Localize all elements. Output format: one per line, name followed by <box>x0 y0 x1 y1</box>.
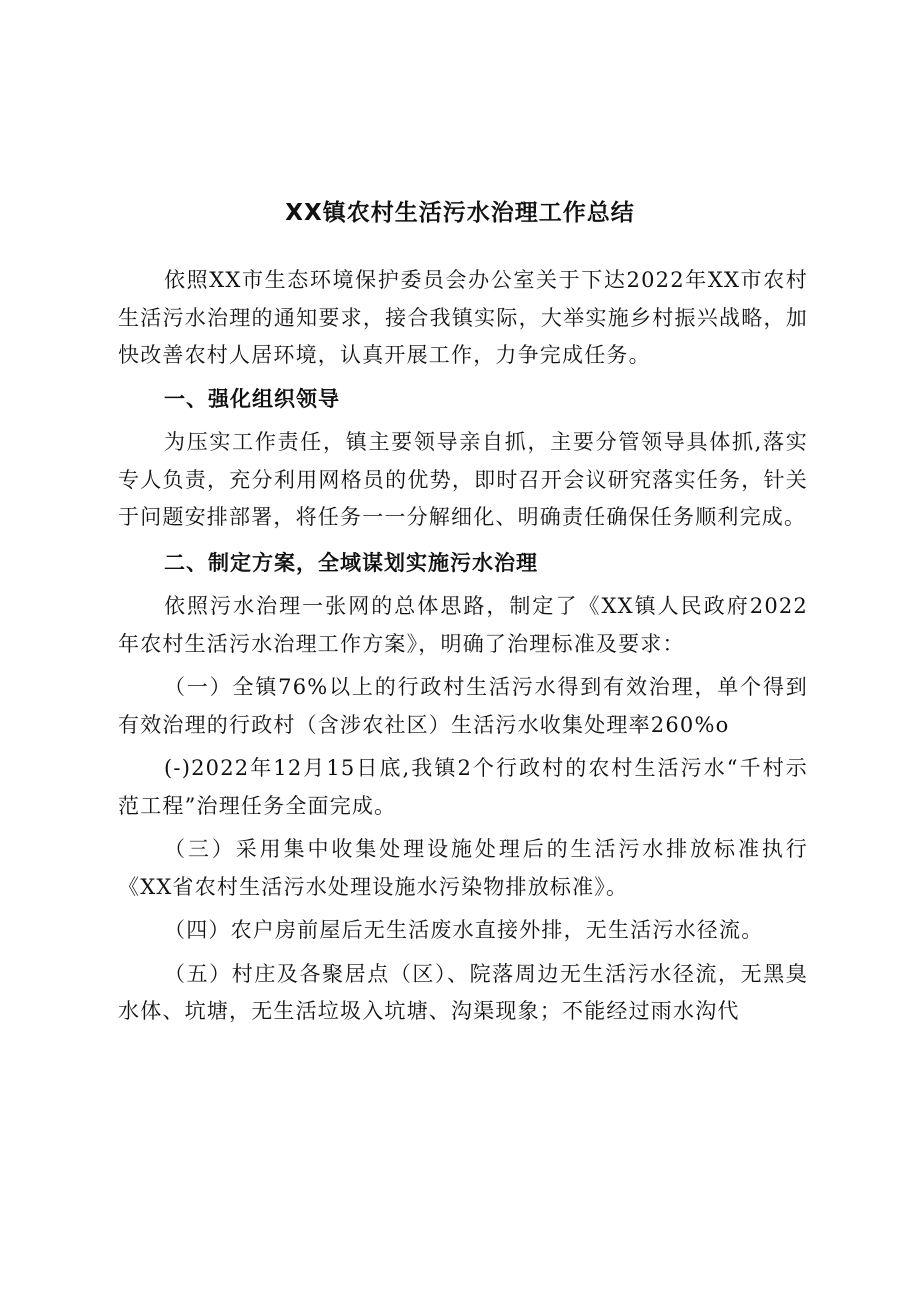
requirement-item-5: （五）村庄及各聚居点（区）、院落周边无生活污水径流，无黑臭水体、坑塘，无生活垃圾入坑塘、沟渠现象；不能经过雨水沟代 <box>118 961 808 1023</box>
section-2-paragraph: 依照污水治理一张网的总体思路，制定了《XX镇人民政府2022年农村生活污水治理工作方案》，明确了治理标准及要求： <box>118 594 808 656</box>
document-body <box>118 262 808 1031</box>
section-2-heading: 二、制定方案，全域谋划实施污水治理 <box>164 550 538 575</box>
requirement-item-3: （三）采用集中收集处理设施处理后的生活污水排放标准执行《XX省农村生活污水处理设施水污染物排放标准》。 <box>118 837 808 899</box>
intro-paragraph: 依照XX市生态环境保护委员会办公室关于下达2022年XX市农村生活污水治理的通知要求，接合我镇实际，大举实施乡村振兴战略，加快改善农村人居环境，认真开展工作，力争完成任务。 <box>118 268 808 367</box>
requirement-item-4: （四）农户房前屋后无生活废水直接外排，无生活污水径流。 <box>164 918 764 942</box>
document-title: XX镇农村生活污水治理工作总结 <box>285 200 635 226</box>
requirement-item-1: （一）全镇76%以上的行政村生活污水得到有效治理，单个得到有效治理的行政村（含涉农社区）生活污水收集处理率260%o <box>118 675 808 737</box>
requirement-item-2: (-)2022年12月15日底,我镇2个行政村的农村生活污水“千村示范工程”治理任务全面完成。 <box>118 756 808 818</box>
section-1-paragraph: 为压实工作责任，镇主要领导亲自抓，主要分管领导具体抓,落实专人负责，充分利用网格员的优势，即时召开会议研究落实任务，针关于问题安排部署，将任务一一分解细化、明确责任确保任务顺利完成。 <box>118 430 808 529</box>
section-1-heading: 一、强化组织领导 <box>164 386 340 411</box>
